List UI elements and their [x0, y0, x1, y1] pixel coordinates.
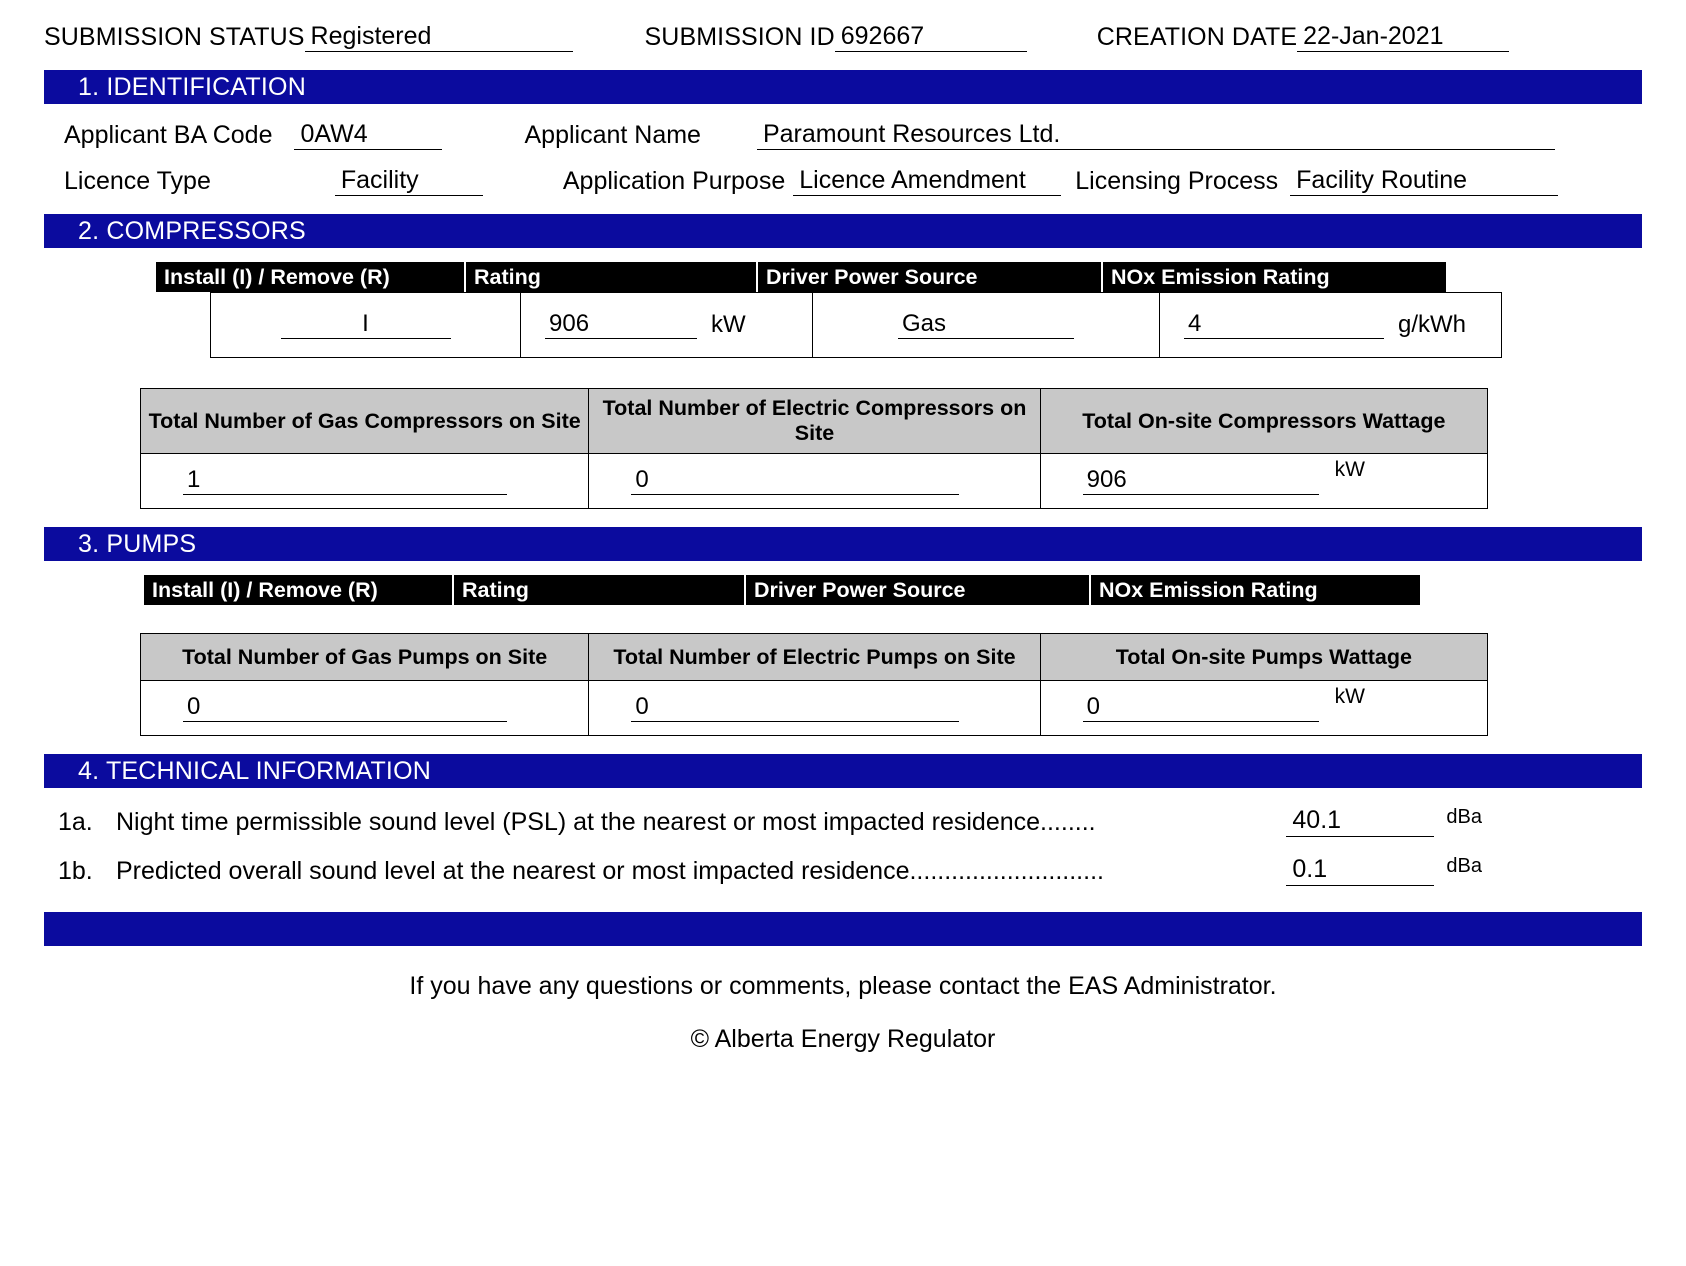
compressors-driver-power-source-cell [813, 293, 1160, 357]
submission-id-label: SUBMISSION ID [644, 23, 835, 51]
licensing-process-label: Licensing Process [1075, 167, 1279, 195]
footer-bar [44, 912, 1642, 946]
compressors-rating-cell [521, 293, 813, 357]
section-pumps-header: 3. PUMPS [44, 527, 1642, 561]
section-compressors-header: 2. COMPRESSORS [44, 214, 1642, 248]
section-technical-header: 4. TECHNICAL INFORMATION [44, 754, 1642, 788]
compressors-col-install-remove: Install (I) / Remove (R) [156, 262, 466, 292]
pumps-col-nox-emission-rating: NOx Emission Rating [1091, 575, 1420, 605]
compressors-totals-table [140, 388, 1488, 509]
submission-id-value: 692667 [835, 22, 1027, 52]
submission-status-value: Registered [305, 22, 573, 52]
technical-row-1a-value: 40.1 [1286, 806, 1434, 837]
technical-row-1a-number: 1a. [58, 808, 93, 836]
creation-date-field [1097, 22, 1509, 52]
applicant-name-value: Paramount Resources Ltd. [757, 120, 1555, 150]
pumps-totals-headers [141, 634, 1487, 680]
pumps-total-electric-label: Total Number of Electric Pumps on Site [589, 634, 1040, 680]
compressors-install-remove-value: I [281, 311, 451, 339]
technical-information-section [44, 806, 1642, 886]
applicant-ba-code-label: Applicant BA Code [64, 121, 273, 149]
technical-row-1a [44, 806, 1642, 837]
submission-status-field [44, 22, 573, 52]
pumps-column-headers [144, 575, 1420, 605]
applicant-ba-code-value: 0AW4 [294, 120, 442, 150]
pumps-total-wattage-label: Total On-site Pumps Wattage [1115, 644, 1412, 669]
section-identification-header: 1. IDENTIFICATION [44, 70, 1642, 104]
compressors-total-wattage-unit: kW [1334, 458, 1365, 481]
compressors-col-rating: Rating [466, 262, 758, 292]
compressors-totals-headers [141, 389, 1487, 453]
application-purpose-label: Application Purpose [562, 167, 786, 195]
technical-row-1b-unit: dBa [1446, 855, 1482, 877]
compressors-nox-value: 4 [1184, 311, 1384, 339]
licence-type-value: Facility [335, 166, 483, 196]
compressors-total-wattage-cell [1041, 454, 1487, 508]
compressors-column-headers [156, 262, 1446, 292]
pumps-total-gas-value: 0 [183, 694, 507, 722]
compressors-total-gas-cell [141, 454, 589, 508]
pumps-col-driver-power-source: Driver Power Source [746, 575, 1091, 605]
identification-row-1 [64, 120, 1642, 150]
licensing-process-value: Facility Routine [1290, 166, 1558, 196]
pumps-total-electric-value: 0 [631, 694, 959, 722]
compressors-install-remove-cell [211, 293, 521, 357]
footer-contact-text: If you have any questions or comments, please contact the EAS Administrator. [409, 972, 1277, 1000]
footer-copyright: © Alberta Energy Regulator [690, 1025, 996, 1053]
technical-row-1b-number: 1b. [58, 857, 93, 885]
identification-row-2 [64, 166, 1642, 196]
compressors-total-electric-cell [589, 454, 1040, 508]
pumps-table [44, 575, 1642, 736]
identification-section [44, 120, 1642, 196]
compressors-table [44, 262, 1642, 509]
compressors-driver-power-source-value: Gas [898, 311, 1074, 339]
compressors-data-row [210, 292, 1502, 358]
compressors-total-wattage-label: Total On-site Compressors Wattage [1082, 408, 1446, 433]
creation-date-label: CREATION DATE [1096, 23, 1298, 51]
technical-row-1b-text: Predicted overall sound level at the nearest or most impacted residence............................ [116, 857, 1104, 885]
technical-row-1b [44, 855, 1642, 886]
compressors-total-gas-label: Total Number of Gas Compressors on Site [141, 389, 589, 453]
compressors-totals-values [141, 453, 1487, 508]
compressors-nox-unit: g/kWh [1398, 311, 1467, 338]
pumps-total-wattage-cell [1041, 681, 1487, 735]
compressors-nox-cell [1160, 293, 1501, 357]
applicant-name-label: Applicant Name [524, 121, 701, 149]
submission-header [44, 0, 1642, 52]
pumps-totals-values [141, 680, 1487, 735]
pumps-total-wattage-value: 0 [1083, 694, 1319, 722]
pumps-total-gas-cell [141, 681, 589, 735]
compressors-col-driver-power-source: Driver Power Source [758, 262, 1103, 292]
pumps-total-gas-label: Total Number of Gas Pumps on Site [141, 634, 589, 680]
compressors-total-wattage-value: 906 [1083, 467, 1319, 495]
compressors-rating-unit: kW [711, 311, 746, 338]
pumps-col-rating: Rating [454, 575, 746, 605]
compressors-total-electric-value: 0 [631, 467, 959, 495]
submission-status-label: SUBMISSION STATUS [44, 23, 305, 51]
pumps-total-electric-cell [589, 681, 1040, 735]
compressors-col-nox-emission-rating: NOx Emission Rating [1103, 262, 1446, 292]
submission-id-field [645, 22, 1027, 52]
pumps-totals-table [140, 633, 1488, 736]
creation-date-value: 22-Jan-2021 [1297, 22, 1509, 52]
compressors-total-electric-label: Total Number of Electric Compressors on Site [589, 389, 1040, 453]
pumps-total-wattage-unit: kW [1334, 685, 1365, 708]
technical-row-1a-unit: dBa [1446, 806, 1482, 828]
technical-row-1b-value: 0.1 [1286, 855, 1434, 886]
compressors-total-gas-value: 1 [183, 467, 507, 495]
technical-row-1a-text: Night time permissible sound level (PSL) at the nearest or most impacted residence........ [116, 808, 1096, 836]
pumps-col-install-remove: Install (I) / Remove (R) [144, 575, 454, 605]
licence-type-label: Licence Type [64, 167, 211, 195]
application-purpose-value: Licence Amendment [793, 166, 1061, 196]
compressors-rating-value: 906 [545, 311, 697, 339]
